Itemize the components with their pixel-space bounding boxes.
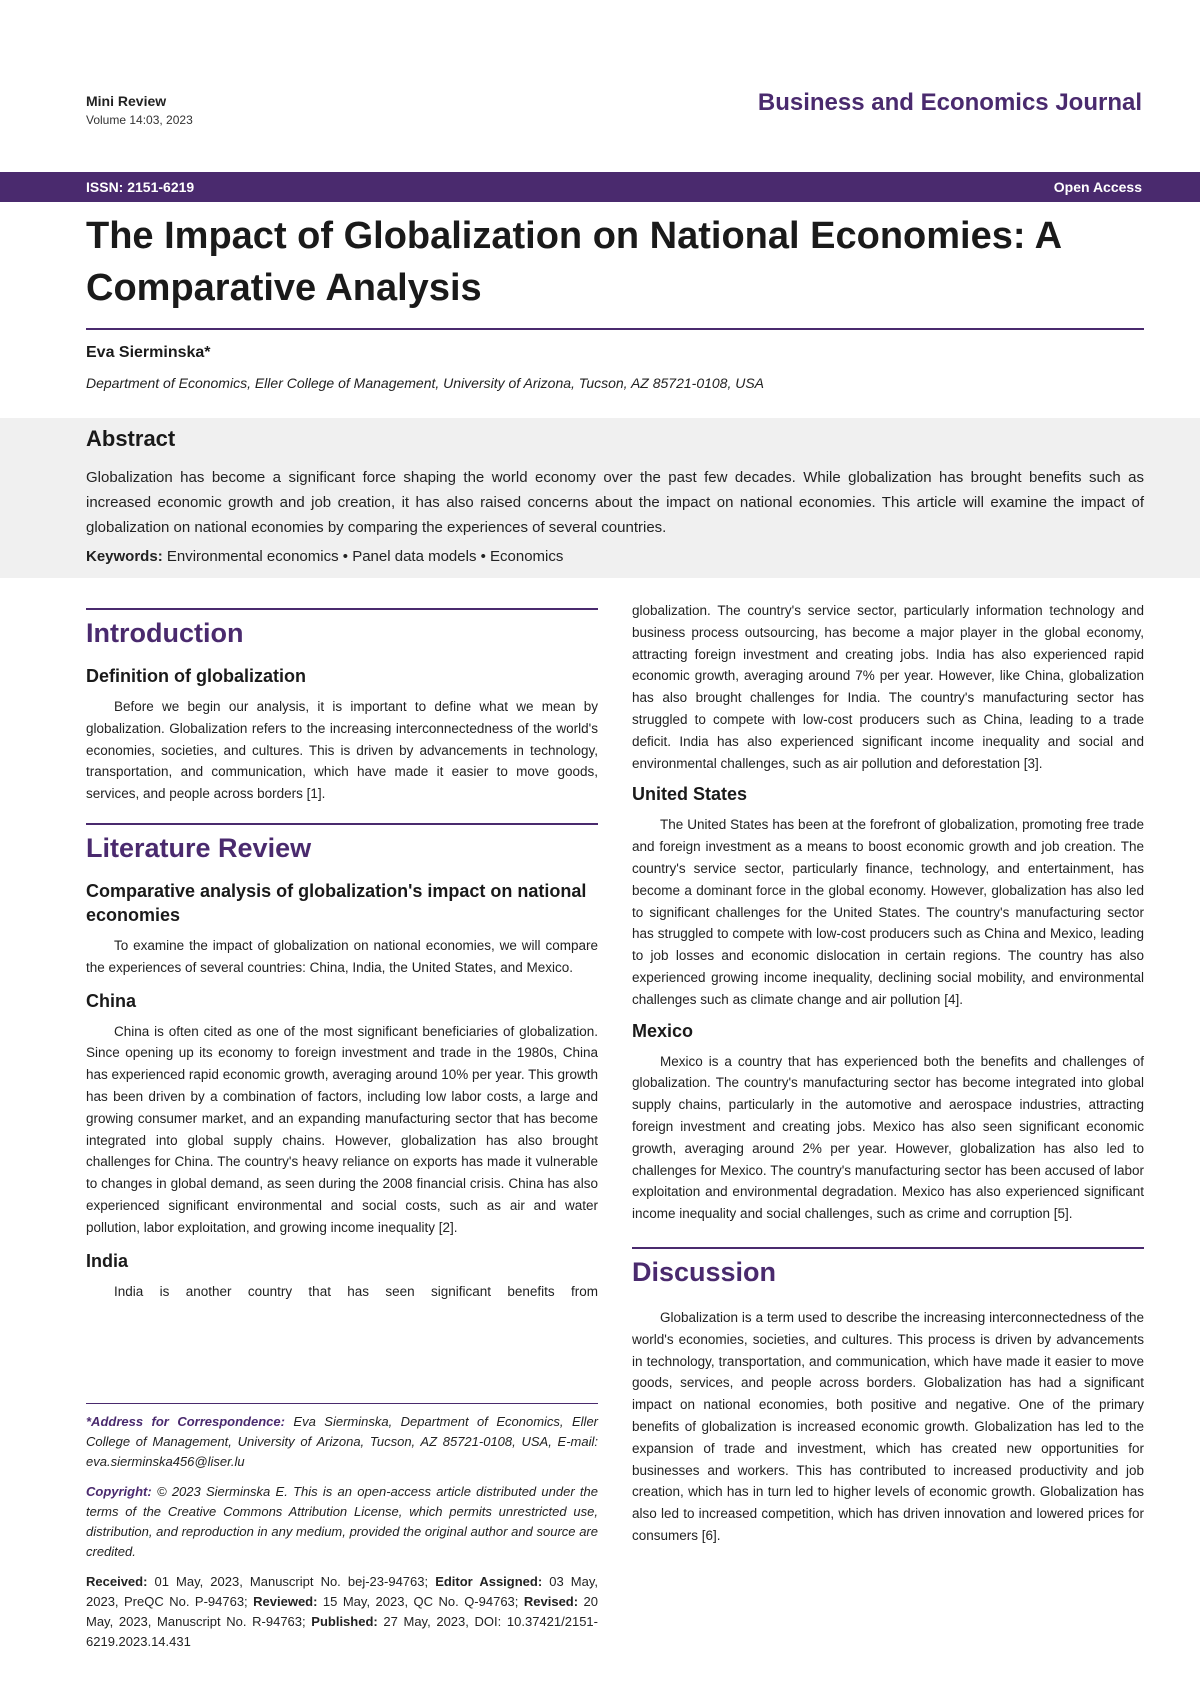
section-divider — [86, 823, 598, 825]
reviewed-label: Reviewed: — [253, 1594, 318, 1609]
footnote-divider — [86, 1403, 598, 1404]
correspondence-label: *Address for Correspondence: — [86, 1414, 285, 1429]
article-type: Mini Review — [86, 93, 167, 109]
section-divider — [632, 1247, 1144, 1249]
footnote — [86, 1403, 598, 1662]
paper-title: The Impact of Globalization on National Economies: A Comparative Analysis — [86, 215, 1061, 309]
title-divider — [86, 328, 1144, 330]
journal-name: Business and Economics Journal — [757, 89, 1142, 116]
comparative-paragraph: To examine the impact of globalization on national economies, we will compare the experiences of several countries: China, India, the United States, and Mexico. — [86, 937, 598, 975]
india-paragraph-start: India is another country that has seen significant benefits from — [114, 1283, 598, 1299]
introduction-heading: Introduction — [86, 618, 244, 648]
india-paragraph-continued: globalization. The country's service sector, particularly information technology and business process outsourcing, has become a major player in the global economy, attracting foreign investment and creating jobs. India has also experienced rapid economic growth, averaging around 7% per year. However, like China, globalization has also brought challenges for India. The country's manufacturing sector has struggled to compete with low-cost producers such as China, leading to a trade deficit. India has also experienced significant income inequality and social and environmental challenges, such as air pollution and deforestation [3]. — [632, 603, 1144, 771]
mexico-heading: Mexico — [632, 1020, 694, 1041]
definition-subheading: Definition of globalization — [86, 666, 306, 686]
copyright-label: Copyright: — [86, 1484, 152, 1499]
right-column — [632, 600, 1144, 1547]
author-name: Eva Sierminska* — [86, 344, 211, 361]
copyright — [86, 1482, 598, 1562]
section-divider — [86, 608, 598, 610]
abstract-heading: Abstract — [86, 426, 176, 451]
left-column — [86, 608, 598, 1302]
keywords-label: Keywords: — [86, 548, 163, 565]
comparative-subheading: Comparative analysis of globalization's impact on national economies — [86, 880, 587, 925]
article-meta — [86, 93, 193, 127]
reviewed-value: 15 May, 2023, QC No. Q-94763; — [317, 1594, 524, 1609]
mexico-paragraph: Mexico is a country that has experienced both the benefits and challenges of globalization. The country's manufacturing sector has become integrated into global supply chains, particularly in the automotive and aerospace industries, attracting foreign investment and creating jobs. Mexico has also seen significant economic growth, averaging around 2% per year. However, globalization has also led to challenges for Mexico. The country's manufacturing sector has been accused of labor exploitation and environmental degradation. Mexico has also experienced significant income inequality and social challenges, such as crime and corruption [5]. — [632, 1053, 1144, 1222]
discussion-paragraph: Globalization is a term used to describe the increasing interconnectedness of the world's economies, societies, and cultures. This process is driven by advancements in technology, transportation, and communication, which have made it easier to move goods, services, and people across borders. Globalization has had a significant impact on national economies, both positive and negative. One of the primary benefits of globalization is increased economic growth. Globalization has led to the expansion of trade and investment, which has created new opportunities for businesses and workers. This has contributed to increased productivity and job creation, which has in turn led to higher levels of economic growth. Globalization has also led to increased competition, which has driven innovation and lowered prices for consumers [6]. — [632, 1309, 1144, 1543]
issn: ISSN: 2151-6219 — [86, 179, 195, 195]
keywords-list: Environmental economics • Panel data models • Economics — [166, 548, 564, 565]
united-states-paragraph: The United States has been at the forefront of globalization, promoting free trade and foreign investment as a means to boost economic growth and job creation. The country's service sector, particularly finance, technology, and entertainment, has become a dominant force in the global economy. However, globalization has also led to significant challenges for the United States. The country's manufacturing sector has struggled to compete with low-cost producers such as China and Mexico, leading to job losses and economic dislocation in certain regions. The country has also experienced growing income inequality, declining social mobility, and environmental challenges such as climate change and air pollution [4]. — [632, 817, 1144, 1007]
keywords — [86, 548, 563, 565]
editor-value: 03 May, 2023, PreQC No. P-94763; — [86, 1574, 599, 1609]
china-paragraph: China is often cited as one of the most significant beneficiaries of globalization. Since opening up its economy to foreign investment and trade in the 1980s, China has experienced rapid economic growth, averaging around 10% per year. This growth has been driven by a combination of factors, including low labor costs, a large and growing consumer market, and an expanding manufacturing sector that has become integrated into global supply chains. However, globalization has also brought challenges for China. The country's heavy reliance on exports has made it vulnerable to changes in global demand, as seen during the 2008 financial crisis. China has also experienced significant environmental and social costs, such as air and water pollution, labor exploitation, and growing income inequality [2]. — [86, 1023, 598, 1235]
revised-value: 20 May, 2023, Manuscript No. R-94763; — [86, 1594, 599, 1629]
received-label: Received: — [86, 1574, 148, 1589]
india-heading: India — [86, 1250, 129, 1271]
issn-band — [0, 172, 1200, 202]
editor-label: Editor Assigned: — [435, 1574, 543, 1589]
volume-info: Volume 14:03, 2023 — [86, 113, 193, 127]
article-dates — [86, 1572, 598, 1652]
china-heading: China — [86, 990, 137, 1011]
copyright-text: © 2023 Sierminska E. This is an open-access article distributed under the terms of the Creative Commons Attribution License, which permits unrestricted use, distribution, and reproduction in any medium, provided the original author and source are credited. — [86, 1484, 598, 1559]
author-affiliation: Department of Economics, Eller College of Management, University of Arizona, Tucson, AZ 85721-0108, USA — [86, 375, 765, 391]
definition-paragraph: Before we begin our analysis, it is important to define what we mean by globalization. Globalization refers to the increasing interconnectedness of the world's economies, societies, and cultures. This is driven by advancements in technology, transportation, and communication, which have made it easier to move goods, services, and people across borders [1]. — [86, 699, 598, 802]
revised-label: Revised: — [523, 1594, 579, 1609]
correspondence — [86, 1412, 598, 1472]
literature-review-heading: Literature Review — [86, 832, 312, 863]
published-value: 27 May, 2023, DOI: 10.37421/2151-6219.2023.14.431 — [86, 1614, 598, 1649]
open-access-label: Open Access — [1053, 179, 1142, 195]
discussion-heading: Discussion — [632, 1256, 777, 1287]
united-states-heading: United States — [632, 784, 748, 805]
correspondence-text: Eva Sierminska, Department of Economics, Eller College of Management, University of Arizona, Tucson, AZ 85721-0108, USA, E-mail: eva.sierminska456@liser.lu — [86, 1414, 599, 1469]
published-label: Published: — [311, 1614, 378, 1629]
abstract-text: Globalization has become a significant force shaping the world economy over the past few decades. While globalization has brought benefits such as increased economic growth and job creation, it has also raised concerns about the impact on national economies. This article will examine the impact of globalization on national economies by comparing the experiences of several countries. — [86, 469, 1144, 536]
received-value: 01 May, 2023, Manuscript No. bej-23-94763; — [147, 1574, 436, 1589]
